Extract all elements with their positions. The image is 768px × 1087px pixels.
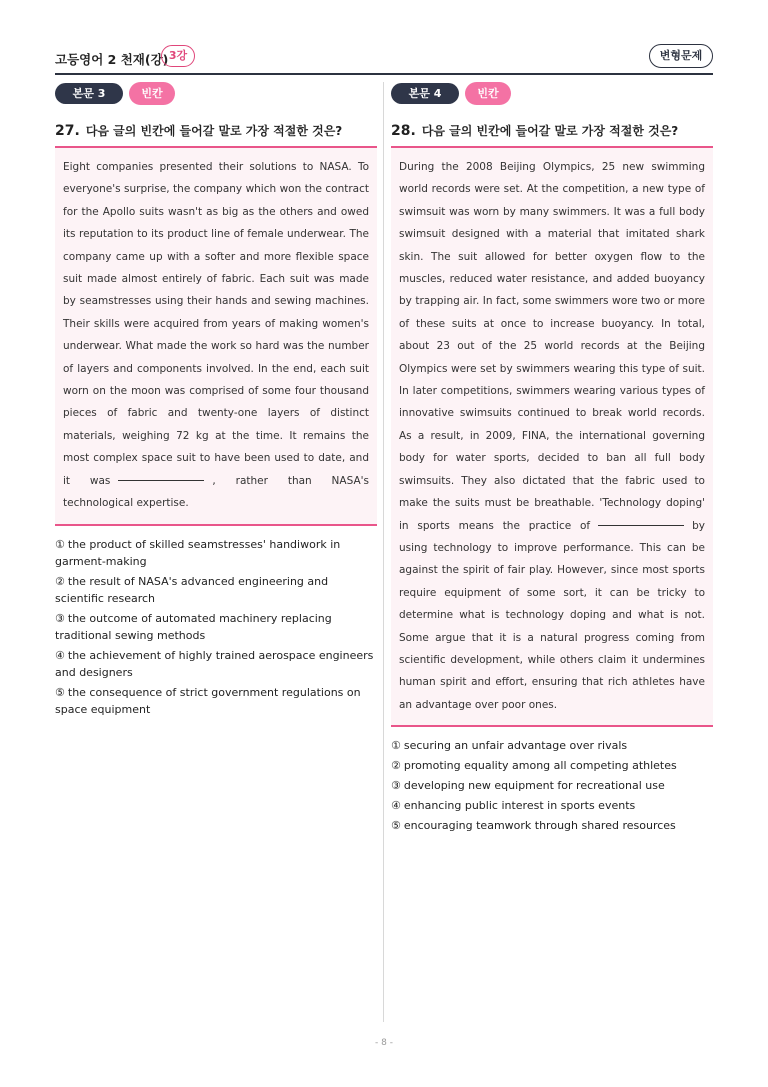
- choice-number: ①: [391, 739, 401, 753]
- choice-text: developing new equipment for recreational use: [403, 779, 665, 793]
- answer-choice[interactable]: [55, 573, 377, 607]
- choice-text: encouraging teamwork through shared resources: [403, 819, 676, 833]
- answer-choices: [391, 737, 713, 834]
- choice-number: ③: [55, 611, 65, 625]
- question-27-prompt: [55, 122, 377, 140]
- choice-text: the result of NASA's advanced engineering and scientific research: [55, 574, 329, 605]
- choice-number: ⑤: [391, 819, 401, 833]
- header-divider: [55, 73, 713, 75]
- choice-number: ①: [55, 537, 65, 551]
- choice-text: enhancing public interest in sports events: [403, 799, 636, 813]
- answer-blank: [118, 480, 204, 481]
- passage-text-after-blank: , rather than NASA's technological expertise.: [63, 474, 369, 510]
- question-text: 다음 글의 빈칸에 들어갈 말로 가장 적절한 것은?: [85, 124, 343, 138]
- answer-choice[interactable]: [55, 647, 377, 681]
- lesson-badge: 3강: [161, 45, 195, 67]
- question-28-prompt: [391, 122, 713, 140]
- choice-number: ②: [391, 759, 401, 773]
- choice-number: ⑤: [55, 685, 65, 699]
- passage-box: [391, 148, 713, 725]
- choice-number: ②: [55, 574, 65, 588]
- choice-text: the outcome of automated machinery replacing traditional sewing methods: [55, 611, 332, 642]
- choice-text: the consequence of strict government regulations on space equipment: [55, 685, 361, 716]
- answer-choice[interactable]: [391, 817, 713, 834]
- question-27-column: [55, 82, 377, 721]
- blank-type-tag: 빈칸: [129, 82, 175, 105]
- question-type-badge: 변형문제: [649, 44, 713, 68]
- blank-type-tag: 빈칸: [465, 82, 511, 105]
- choice-text: promoting equality among all competing athletes: [403, 759, 677, 773]
- choice-text: securing an unfair advantage over rivals: [403, 739, 628, 753]
- question-27-tags: [55, 82, 377, 106]
- answer-choice[interactable]: [55, 610, 377, 644]
- question-number: 27.: [55, 123, 80, 139]
- passage-divider: [391, 725, 713, 727]
- choice-number: ④: [391, 799, 401, 813]
- passage-box: [55, 148, 377, 524]
- page-header: [55, 44, 713, 74]
- column-divider: [383, 82, 384, 1022]
- passage-divider: [55, 524, 377, 526]
- choice-number: ③: [391, 779, 401, 793]
- choice-text: the product of skilled seamstresses' handiwork in garment-making: [55, 537, 341, 568]
- course-title: 고등영어 2 천재(강): [55, 52, 169, 67]
- choice-text: the achievement of highly trained aerospace engineers and designers: [55, 648, 374, 679]
- answer-blank: [598, 525, 684, 526]
- choice-number: ④: [55, 648, 65, 662]
- question-28-column: [391, 82, 713, 837]
- question-28-tags: [391, 82, 713, 106]
- answer-choices: [55, 536, 377, 718]
- question-number: 28.: [391, 123, 416, 139]
- section-tag: 본문 4: [391, 83, 459, 104]
- passage-text-after-blank: by using technology to improve performance. This can be against the spirit of fair play. However, since most sports require equipment of some sort, it can be tricky to determine what is technology doping and what is not. Some argue that it is a natural progress coming from scientific development, while others claim it undermines human spirit and effort, ensuring that rich athletes have an advantage over poor ones.: [399, 519, 705, 711]
- page-number: - 8 -: [375, 1038, 393, 1048]
- section-tag: 본문 3: [55, 83, 123, 104]
- answer-choice[interactable]: [391, 797, 713, 814]
- answer-choice[interactable]: [55, 536, 377, 570]
- question-text: 다음 글의 빈칸에 들어갈 말로 가장 적절한 것은?: [421, 124, 679, 138]
- passage-text-before-blank: Eight companies presented their solutions to NASA. To everyone's surprise, the company which won the contract for the Apollo suits wasn't as big as the others and owed its reputation to its product line of female underwear. The company came up with a softer and more flexible space suit made almost entirely of fabric. Each suit was made by seamstresses using their hands and sewing machines. Their skills were acquired from years of making women's underwear. What made the work so hard was the number of layers and components involved. In the end, each suit worn on the moon was comprised of some four thousand pieces of fabric and twenty-one layers of distinct materials, weighing 72 kg at the time. It remains the most complex space suit to have been used to date, and it was: [63, 161, 369, 487]
- answer-choice[interactable]: [391, 777, 713, 794]
- answer-choice[interactable]: [55, 684, 377, 718]
- answer-choice[interactable]: [391, 737, 713, 754]
- passage-text-before-blank: During the 2008 Beijing Olympics, 25 new swimming world records were set. At the competition, a new type of swimsuit was worn by many swimmers. It was a full body swimsuit designed with a material that imitated shark skin. The suit allowed for better oxygen flow to the muscles, reduced water resistance, and added buoyancy by trapping air. In fact, some swimmers wore two or more of these suits at once to increase buoyancy. In total, about 23 out of the 25 world records at the Beijing Olympics were set by swimmers wearing this type of suit. In later competitions, swimmers wearing various types of innovative swimsuits continued to break world records. As a result, in 2009, FINA, the international governing body for water sports, decided to ban all full body swimsuits. They also dictated that the fabric used to make the suits must be breathable. 'Technology doping' in sports means the practice of: [399, 161, 705, 532]
- answer-choice[interactable]: [391, 757, 713, 774]
